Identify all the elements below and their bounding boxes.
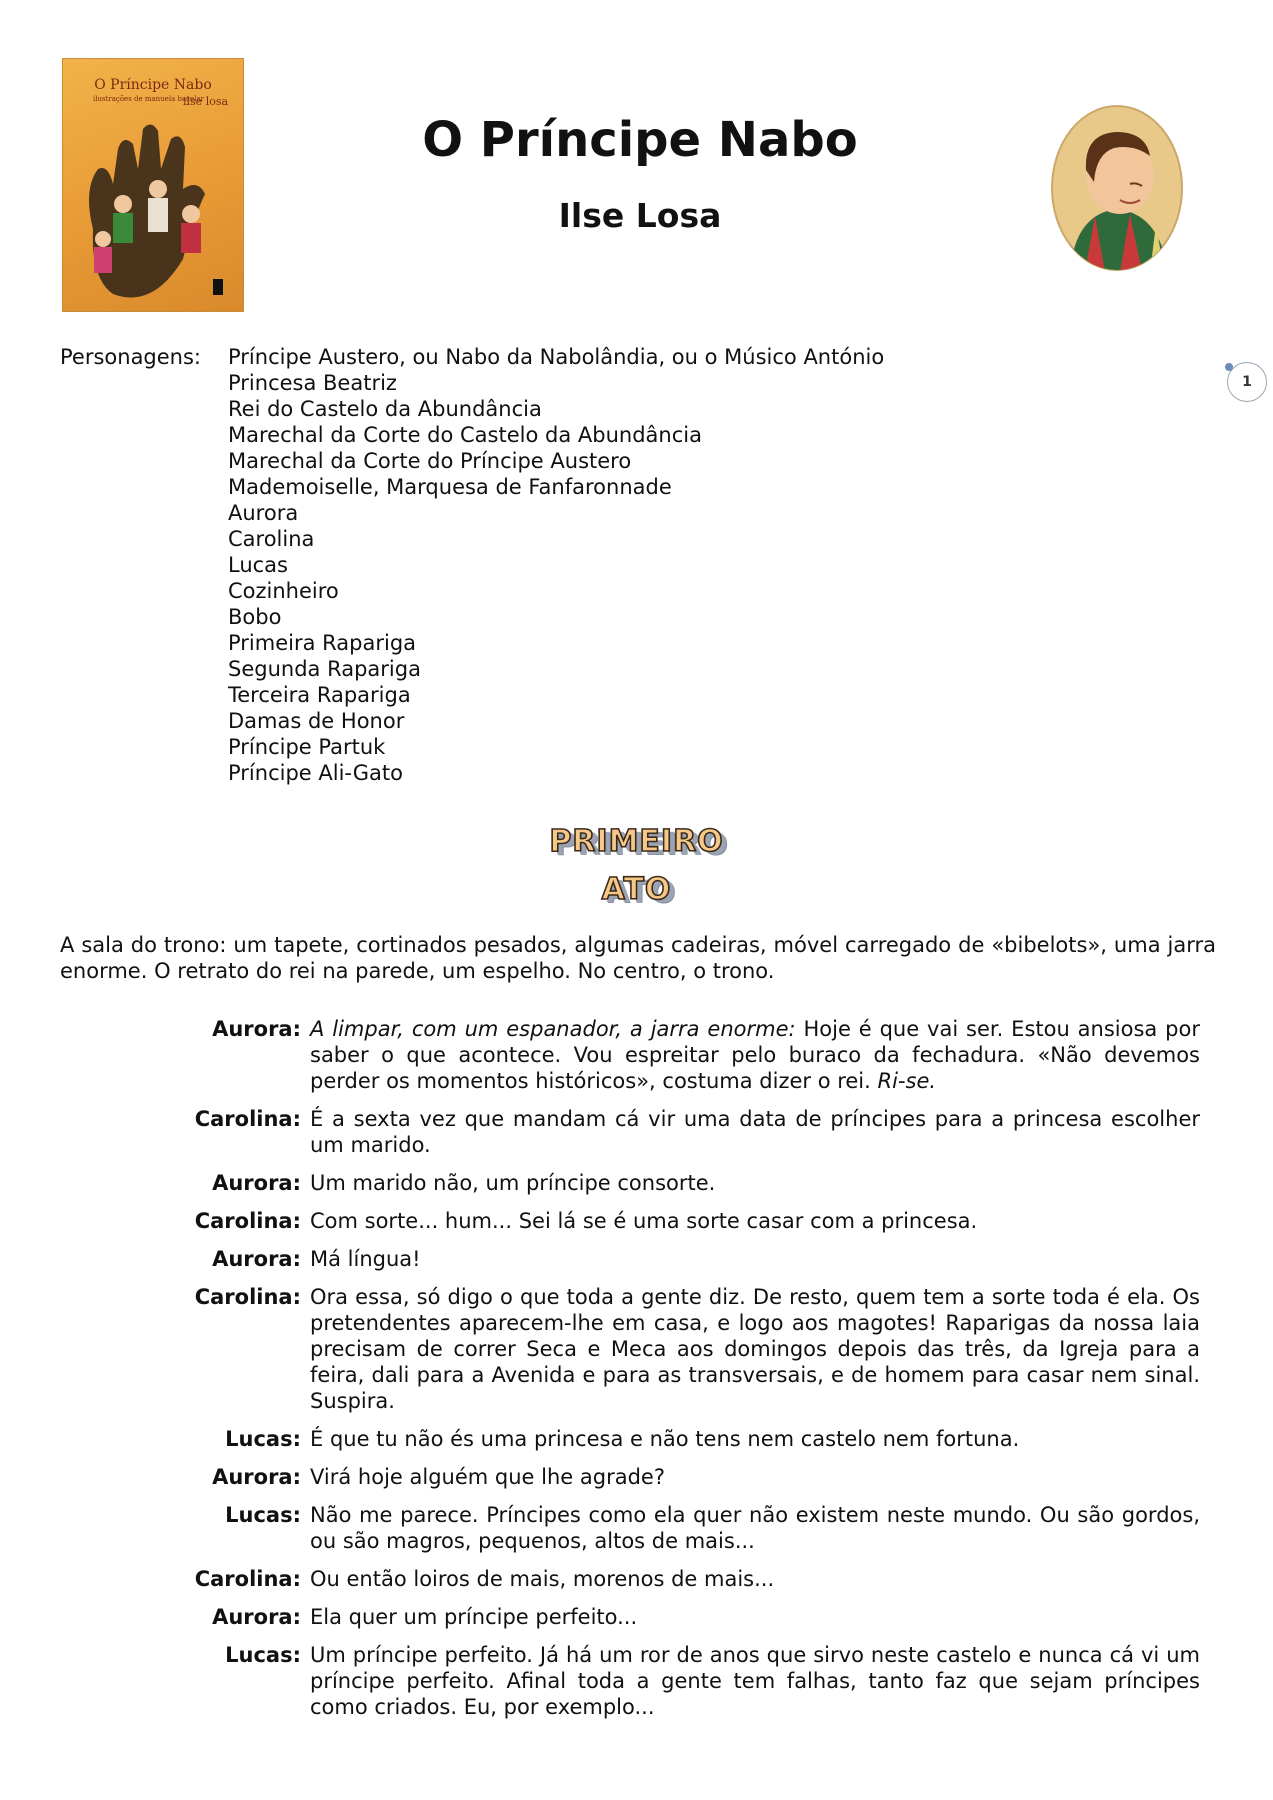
act-heading-line2: ATO xyxy=(601,872,672,907)
dialogue-line xyxy=(0,1604,1273,1630)
character-item: Príncipe Austero, ou Nabo da Nabolândia, ou o Músico António xyxy=(228,345,885,369)
page-title: O Príncipe Nabo xyxy=(422,112,858,168)
speaker-name: Carolina: xyxy=(194,1209,301,1233)
dialogue-line xyxy=(0,1246,1273,1272)
character-item: Princesa Beatriz xyxy=(228,371,397,395)
cover-subtitle: ilustrações de manuela bacelar xyxy=(93,95,204,103)
dialogue-line xyxy=(0,1642,1273,1720)
speaker-name: Aurora: xyxy=(212,1605,301,1629)
book-cover-image xyxy=(62,58,244,312)
dialogue-line xyxy=(0,1016,1273,1094)
line-speech: Um príncipe perfeito. Já há um ror de anos que sirvo neste castelo e nunca cá vi um príncipe perfeito. Afinal toda a gente tem falhas, tanto faz que sejam príncipes como criados. Eu, por exemplo... xyxy=(310,1643,1200,1719)
dialogue-line xyxy=(0,1208,1273,1234)
prince-portrait-icon xyxy=(1050,104,1184,272)
speaker-name: Carolina: xyxy=(194,1567,301,1591)
page-number-badge[interactable]: 1 xyxy=(1227,362,1267,402)
dialogue-line xyxy=(0,1284,1273,1414)
character-item: Segunda Rapariga xyxy=(228,657,421,681)
cover-author: ilse losa xyxy=(183,95,229,108)
line-text xyxy=(310,1016,1200,1094)
characters-label: Personagens: xyxy=(60,345,202,369)
author-name: Ilse Losa xyxy=(558,196,722,235)
line-speech: Ela quer um príncipe perfeito... xyxy=(310,1605,638,1629)
character-item: Marechal da Corte do Príncipe Austero xyxy=(228,449,632,473)
character-item: Lucas xyxy=(228,553,288,577)
line-speech: Virá hoje alguém que lhe agrade? xyxy=(310,1465,665,1489)
speaker-name: Aurora: xyxy=(212,1017,301,1041)
speaker-name: Lucas: xyxy=(225,1503,301,1527)
character-item: Primeira Rapariga xyxy=(228,631,417,655)
dialogue-line xyxy=(0,1170,1273,1196)
speaker-name: Lucas: xyxy=(225,1427,301,1451)
dialogue-line xyxy=(0,1106,1273,1158)
character-item: Aurora xyxy=(228,501,299,525)
dialogue xyxy=(0,1016,1273,1732)
act-heading-line1: PRIMEIRO xyxy=(549,824,724,859)
character-item: Mademoiselle, Marquesa de Fanfaronnade xyxy=(228,475,672,499)
line-speech: Má língua! xyxy=(310,1247,421,1271)
line-speech: É a sexta vez que mandam cá vir uma data de príncipes para a princesa escolher um marido. xyxy=(310,1107,1200,1157)
line-speech: Com sorte... hum... Sei lá se é uma sorte casar com a princesa. xyxy=(310,1209,978,1233)
line-speech: Ora essa, só digo o que toda a gente diz. De resto, quem tem a sorte toda é ela. Os pretendentes aparecem-lhe em casa, e logo aos magotes! Raparigas da nossa laia precisam de correr Seca e Meca aos domingos depois das três, da Igreja para a feira, dali para a Avenida e para as transversais, e de homem para casar nem sinal. Suspira. xyxy=(310,1285,1200,1413)
character-item: Damas de Honor xyxy=(228,709,405,733)
line-speech: Não me parece. Príncipes como ela quer não existem neste mundo. Ou são gordos, ou são magros, pequenos, altos de mais... xyxy=(310,1503,1200,1553)
character-item: Príncipe Partuk xyxy=(228,735,386,759)
stage-direction: A sala do trono: um tapete, cortinados pesados, algumas cadeiras, móvel carregado de «bibelots», uma jarra enorme. O retrato do rei na parede, um espelho. No centro, o trono. xyxy=(60,933,1216,983)
dialogue-line xyxy=(0,1464,1273,1490)
character-item: Carolina xyxy=(228,527,315,551)
cover-title: O Príncipe Nabo xyxy=(94,77,212,93)
character-item: Terceira Rapariga xyxy=(228,683,411,707)
character-item: Príncipe Ali-Gato xyxy=(228,761,403,785)
line-speech: É que tu não és uma princesa e não tens nem castelo nem fortuna. xyxy=(310,1427,1020,1451)
speaker-name: Carolina: xyxy=(194,1285,301,1309)
line-speech: Um marido não, um príncipe consorte. xyxy=(310,1171,716,1195)
characters-list xyxy=(228,344,884,786)
hand-illustration-icon xyxy=(63,109,243,309)
dialogue-line xyxy=(0,1502,1273,1554)
dialogue-line xyxy=(0,1566,1273,1592)
character-item: Cozinheiro xyxy=(228,579,339,603)
line-speech: Ou então loiros de mais, morenos de mais... xyxy=(310,1567,775,1591)
speaker-name: Carolina: xyxy=(194,1107,301,1131)
character-item: Bobo xyxy=(228,605,282,629)
speaker-name: Lucas: xyxy=(225,1643,301,1667)
stage-note-end: Ri-se. xyxy=(877,1069,937,1093)
speaker-name: Aurora: xyxy=(212,1465,301,1489)
dialogue-line xyxy=(0,1426,1273,1452)
speaker-name: Aurora: xyxy=(212,1171,301,1195)
line-speech: Hoje é que vai ser. Estou ansiosa por saber o que acontece. Vou espreitar pelo buraco da fechadura. «Não devemos perder os momentos históricos», costuma dizer o rei. xyxy=(310,1017,1200,1093)
character-item: Marechal da Corte do Castelo da Abundância xyxy=(228,423,702,447)
stage-note: A limpar, com um espanador, a jarra enorme: xyxy=(310,1017,796,1041)
speaker-name: Aurora: xyxy=(212,1247,301,1271)
character-item: Rei do Castelo da Abundância xyxy=(228,397,542,421)
